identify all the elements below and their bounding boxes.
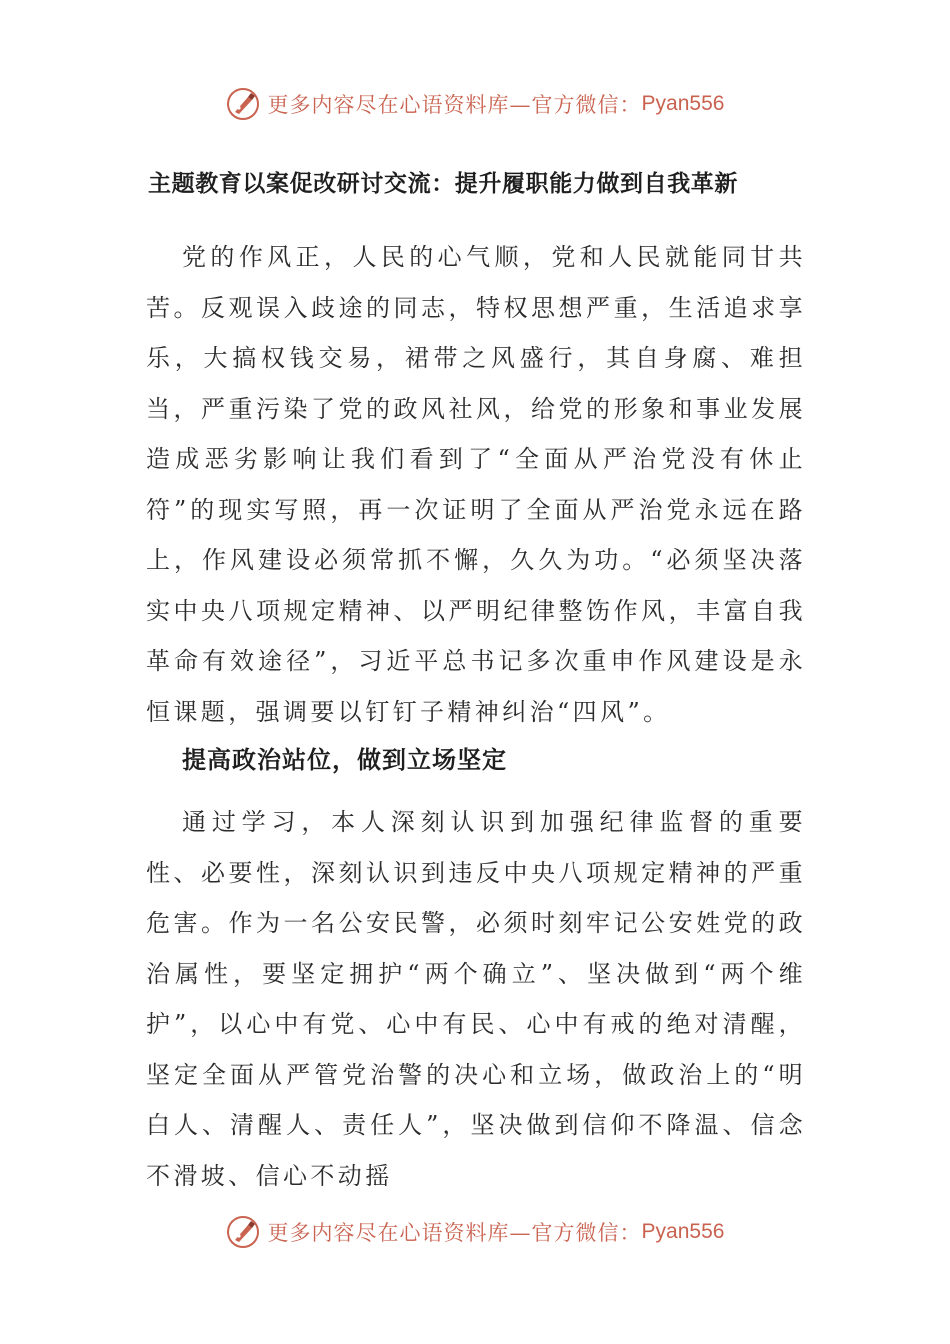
pen-nib-logo-icon <box>226 1215 260 1249</box>
banner-wechat-id: Pyan556 <box>641 92 725 115</box>
paragraph-1: 党的作风正，人民的心气顺，党和人民就能同甘共苦。反观误入歧途的同志，特权思想严重，生活追求享乐，大搞权钱交易，裙带之风盛行，其自身腐、难担当，严重污染了党的政风社风，给党的形象和事业发展造成恶劣影响让我们看到了“全面从严治党没有休止符”的现实写照，再一次证明了全面从严治党永远在路上，作风建设必须常抓不懈，久久为功。“必须坚决落实中央八项规定精神、以严明纪律整饬作风，丰富自我革命有效途径”，习近平总书记多次重申作风建设是永恒课题，强调要以钉钉子精神纠治“四风”。 <box>146 243 806 726</box>
footer-banner <box>0 1212 950 1252</box>
banner-text: 更多内容尽在心语资料库—官方微信： <box>267 93 642 117</box>
header-banner <box>0 84 950 124</box>
document-title: 主题教育以案促改研讨交流：提升履职能力做到自我革新 <box>148 171 738 197</box>
banner-text: 更多内容尽在心语资料库—官方微信： <box>267 1221 642 1245</box>
pen-nib-logo-icon <box>226 87 260 121</box>
paragraph-2: 通过学习，本人深刻认识到加强纪律监督的重要性、必要性，深刻认识到违反中央八项规定精神的严重危害。作为一名公安民警，必须时刻牢记公安姓党的政治属性，要坚定拥护“两个确立”、坚决做到“两个维护”，以心中有党、心中有民、心中有戒的绝对清醒，坚定全面从严管党治警的决心和立场，做政治上的“明白人、清醒人、责任人”，坚决做到信仰不降温、信念不滑坡、信心不动摇 <box>146 808 806 1190</box>
section-heading: 提高政治站位，做到立场坚定 <box>182 746 507 774</box>
banner-wechat-id: Pyan556 <box>641 1220 725 1243</box>
